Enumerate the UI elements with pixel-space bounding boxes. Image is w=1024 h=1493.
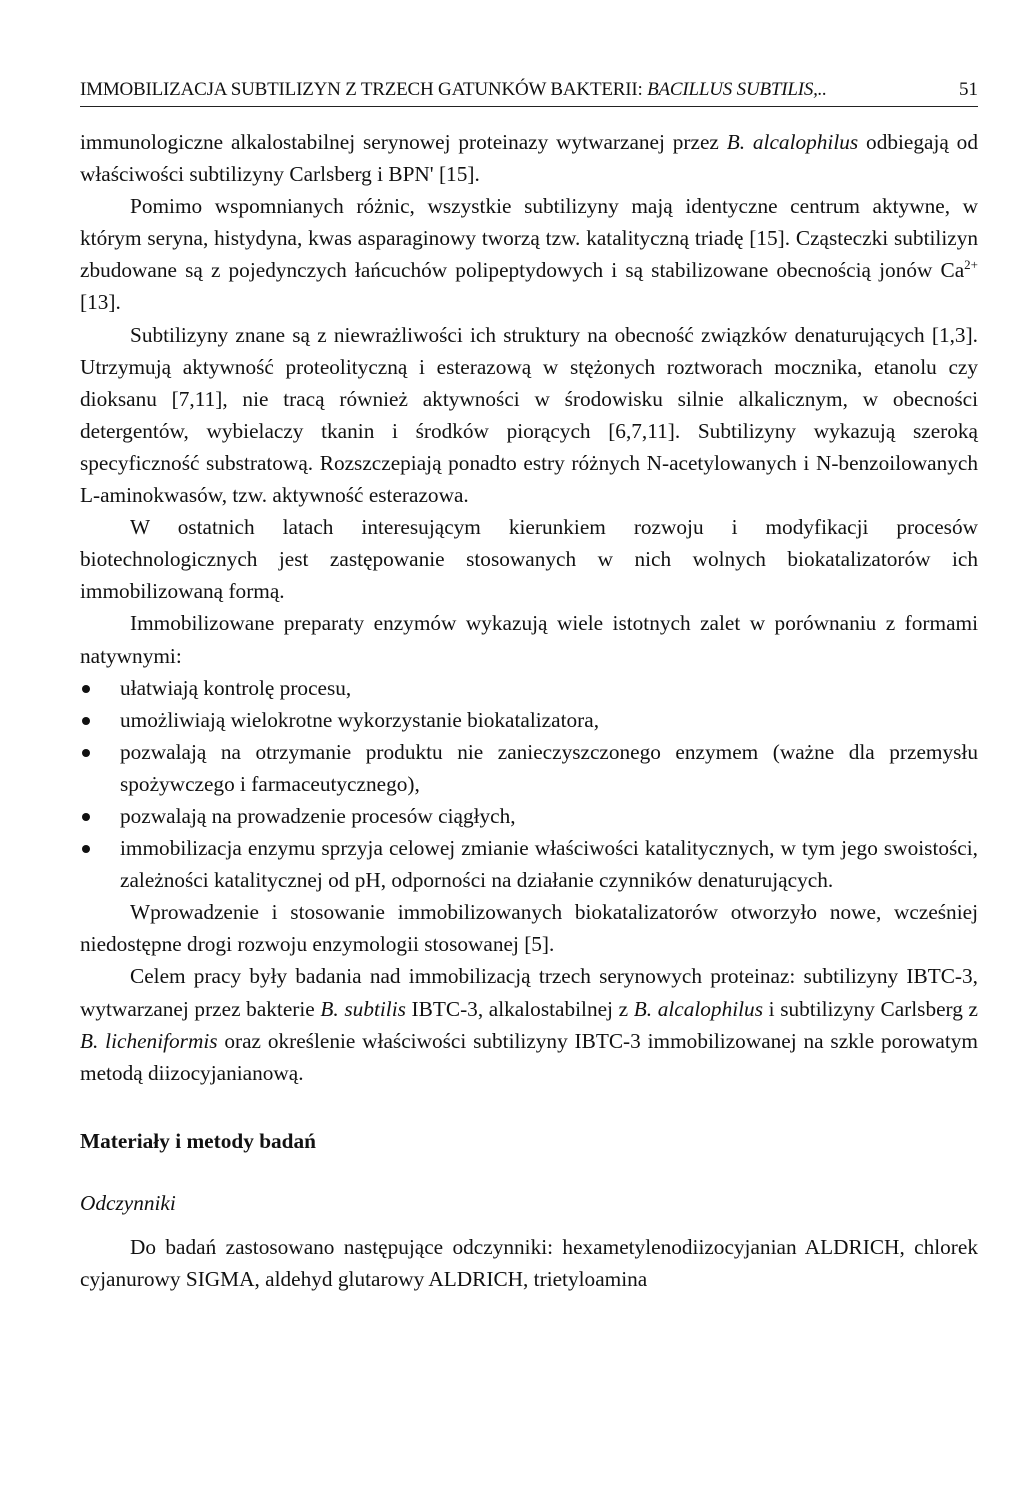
paragraph-immobilization-intro: W ostatnich latach interesującym kierunkiem rozwoju i modyfikacji procesów biotechnologicznych jest zastępowanie stosowanych w nich wolnych biokatalizatorów ich immobilizowaną formą. bbox=[80, 515, 978, 604]
text-run: oraz określenie właściwości subtilizyny IBTC-3 immobilizowanej na szkle porowatym metodą diizocyjanianową. bbox=[80, 1028, 978, 1085]
text-run: [13]. bbox=[80, 290, 121, 315]
species-name: B. alcalophilus bbox=[726, 130, 859, 154]
paragraph-stability: Subtilizyny znane są z niewrażliwości ich struktury na obecność związków denaturujących [1,3]. Utrzymują aktywność proteolityczną i esterazową w stężonych roztworach mocznika, etanolu czy dioksanu [7,11], nie tracą również aktywności w środowisku silnie alkalicznym, w obecności detergentów, wybielaczy tkanin i środków piorących [6,7,11]. Subtilizyny wykazują szeroką specyficzność substratową. Rozszczepiają ponadto estry różnych N-acetylowanych i N-benzoilowanych L-aminokwasów, tzw. aktywność esterazowa. bbox=[80, 322, 978, 508]
list-item: pozwalają na prowadzenie procesów ciągłych, bbox=[80, 800, 978, 832]
running-title-italic: BACILLUS SUBTILIS,.. bbox=[647, 79, 827, 100]
subsection-heading: Odczynniki bbox=[80, 1190, 176, 1215]
list-item: pozwalają na otrzymanie produktu nie zanieczyszczonego enzymem (ważne dla przemysłu spożywczego i farmaceutycznego), bbox=[80, 736, 978, 800]
text-run: IBTC-3, alkalostabilnej z bbox=[405, 996, 634, 1021]
running-title-text: IMMOBILIZACJA SUBTILIZYN Z TRZECH GATUNKÓW BAKTERII: bbox=[80, 79, 648, 100]
paragraph-reagents: Do badań zastosowano następujące odczynniki: hexametylenodiizocyjanian ALDRICH, chlorek cyjanurowy SIGMA, aldehyd glutarowy ALDRICH, trietyloamina bbox=[80, 1235, 978, 1292]
species-name: B. licheniformis bbox=[80, 1028, 218, 1053]
section-heading: Materiały i metody badań bbox=[80, 1128, 317, 1153]
list-item: umożliwiają wielokrotne wykorzystanie biokatalizatora, bbox=[80, 704, 978, 736]
paragraph-applied-enzymology: Wprowadzenie i stosowanie immobilizowanych biokatalizatorów otworzyło nowe, wcześniej niedostępne drogi rozwoju enzymologii stosowanej [5]. bbox=[80, 900, 978, 957]
paragraph-aim bbox=[80, 960, 978, 1088]
paragraph-continuation bbox=[80, 126, 978, 190]
paragraph-active-center bbox=[80, 190, 978, 318]
running-header bbox=[80, 78, 978, 107]
running-title bbox=[80, 78, 827, 102]
text-run: Celem pracy były badania nad immobilizacją trzech serynowych proteinaz: subtilizyny IBTC-3, wytwarzanej przez bakterie bbox=[80, 964, 978, 1021]
text-run: i subtilizyny Carlsberg z bbox=[763, 996, 978, 1021]
superscript-charge: 2+ bbox=[964, 257, 978, 273]
species-name: B. alcalophilus bbox=[633, 996, 763, 1021]
body-text bbox=[80, 126, 978, 1295]
list-item: immobilizacja enzymu sprzyja celowej zmianie właściwości katalitycznych, w tym jego swoistości, zależności katalitycznej od pH, odporności na działanie czynników denaturujących. bbox=[80, 832, 978, 896]
advantages-list bbox=[80, 672, 978, 897]
species-name: B. subtilis bbox=[320, 996, 406, 1021]
list-item: ułatwiają kontrolę procesu, bbox=[80, 672, 978, 704]
paragraph-advantages: Immobilizowane preparaty enzymów wykazują wiele istotnych zalet w porównaniu z formami natywnymi: bbox=[80, 611, 978, 668]
text-run: Pomimo wspomnianych różnic, wszystkie subtilizyny mają identyczne centrum aktywne, w którym seryna, histydyna, kwas asparaginowy tworzą tzw. katalityczną triadę [15]. Cząsteczki subtilizyn zbudowane są z pojedynczych łańcuchów polipeptydowych i są stabilizowane obecnością jonów Ca bbox=[80, 194, 978, 283]
page-number: 51 bbox=[959, 79, 978, 100]
text-run: odbiegają od właściwości subtilizyny Carlsberg i BPN' [15]. bbox=[80, 130, 978, 187]
text-run: immunologiczne alkalostabilnej serynowej proteinazy wytwarzanej przez bbox=[80, 130, 727, 154]
